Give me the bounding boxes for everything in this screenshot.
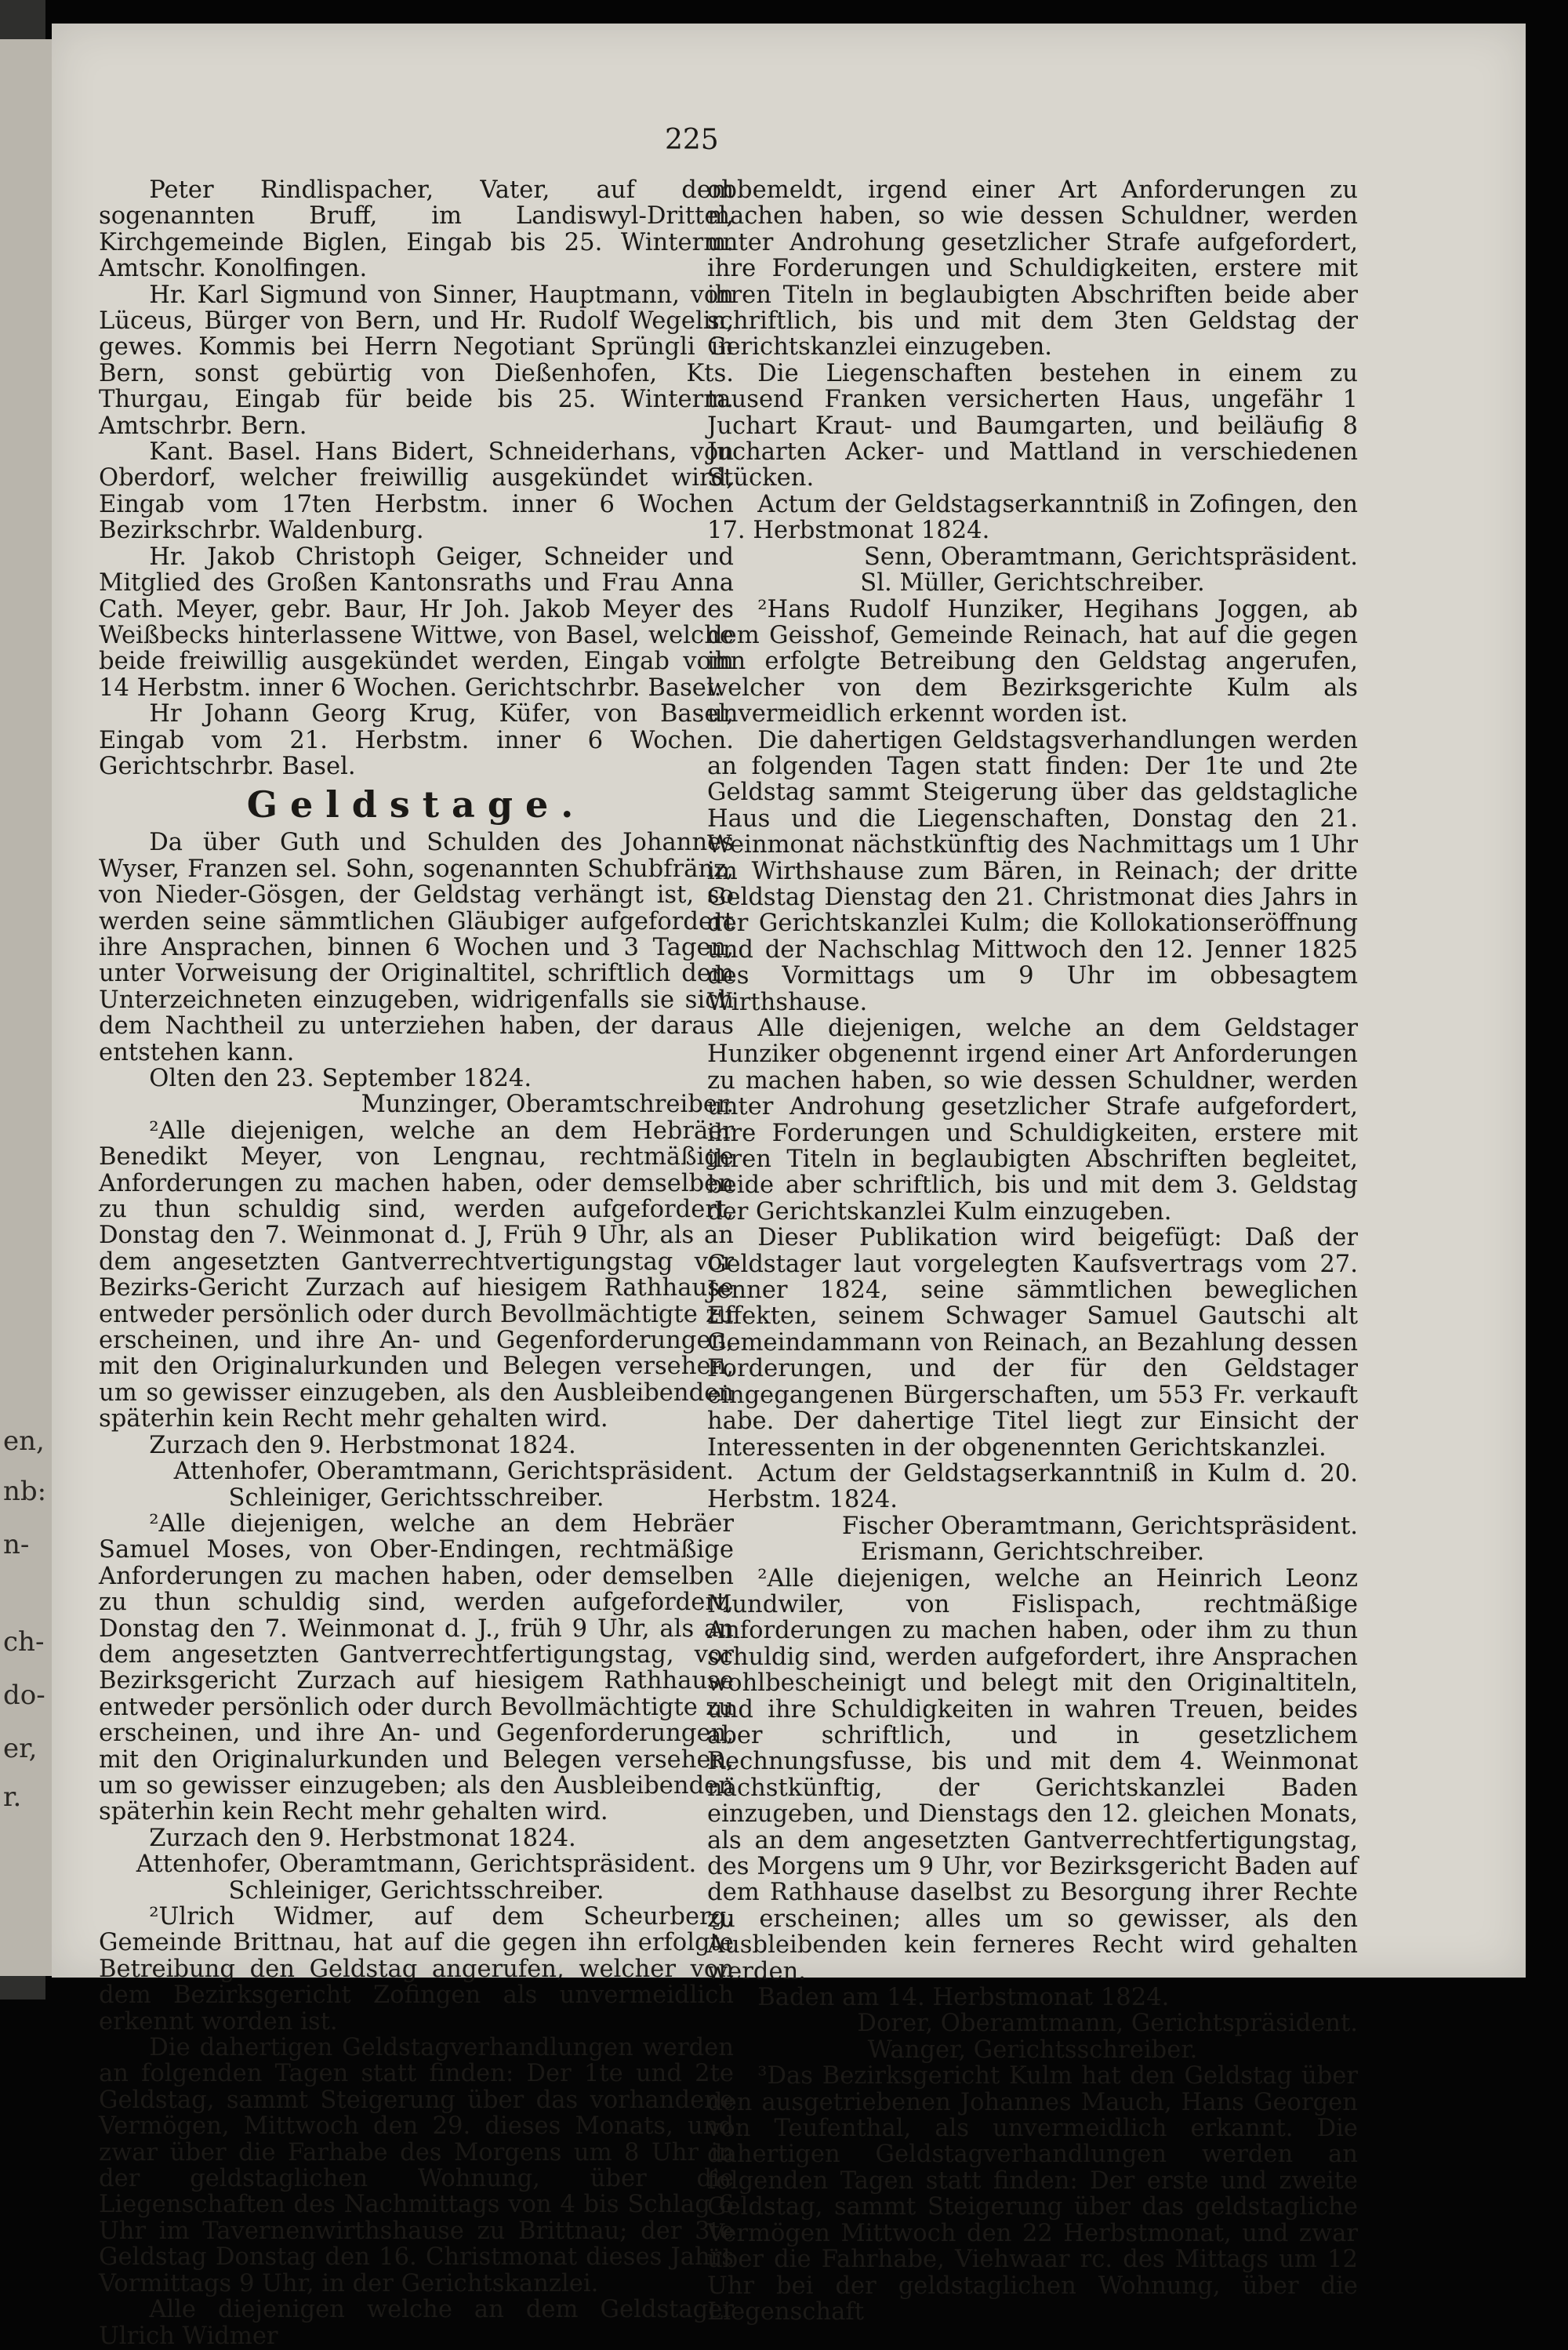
notice-signature: Wanger, Gerichtsschreiber. bbox=[867, 2036, 1198, 2064]
notice-paragraph: Alle diejenigen welche an dem Geldstager Ulrich Widmer bbox=[99, 2296, 734, 2350]
notice-paragraph: Kant. Basel. Hans Bidert, Schneiderhans, von Oberdorf, welcher freiwillig ausgekündet wird, Eingab vom 17ten Herbstm. inner 6 Wochen Bezirkschrbr. Waldenburg. bbox=[99, 438, 734, 545]
notice-signature: Fischer Oberamtmann, Gerichtspräsident. bbox=[841, 1512, 1358, 1540]
notice-date: Baden am 14. Herbstmonat 1824. bbox=[757, 1984, 1170, 2012]
notice-paragraph: Da über Guth und Schulden des Johannes Wyser, Franzen sel. Sohn, sogenannten Schubfränz, von Nieder-Gösgen, der Geldstag verhängt ist, so werden seine sämmtlichen Gläubiger aufgefordert ihre Ansprachen, binnen 6 Wochen und 3 Tagen, unter Vorweisung der Originaltitel, schriftlich dem Unterzeichneten einzugeben, widrigenfalls sie sich dem Nachtheil zu unterziehen haben, der daraus entstehen kann. bbox=[99, 829, 734, 1066]
notice-paragraph: ²Alle diejenigen, welche an dem Hebräer Benedikt Meyer, von Lengnau, rechtmäßige Anforderungen zu machen haben, oder demselben zu thun schuldig sind, werden aufgefordert, Donstag den 7. Weinmonat d. J, Früh 9 Uhr, als an dem angesetzten Gantverrechtvertigungstag vor Bezirks-Gericht Zurzach auf hiesigem Rathhause entweder persönlich oder durch Bevollmächtigte zu erscheinen, und ihre An- und Gegenforderungen, mit den Originalurkunden und Belegen versehen, um so gewisser einzugeben, als den Ausbleibenden späterhin kein Recht mehr gehalten wird. bbox=[99, 1117, 734, 1433]
notice-date: Zurzach den 9. Herbstmonat 1824. bbox=[149, 1824, 576, 1852]
margin-fragment: do- bbox=[3, 1680, 45, 1711]
notice-signature: Senn, Oberamtmann, Gerichtspräsident. bbox=[863, 543, 1358, 571]
margin-fragment: nb: bbox=[3, 1476, 47, 1507]
notice-signature: Munzinger, Oberamtschreiber. bbox=[361, 1091, 734, 1119]
notice-signature: Erismann, Gerichtschreiber. bbox=[860, 1538, 1205, 1567]
notice-paragraph: Die Liegenschaften bestehen in einem zu tausend Franken versicherten Haus, ungefähr 1 Juchart Kraut- und Baumgarten, und beiläufig 8 Jucharten Acker- und Mattland in verschiedenen Stücken. bbox=[707, 359, 1358, 492]
notice-paragraph: Die dahertigen Geldstagverhandlungen werden an folgenden Tagen statt finden: Der 1te und 2te Geldstag, sammt Steigerung über das vorhandene Vermögen, Mittwoch den 29. dieses Monats, und zwar über die Farhabe des Morgens um 8 Uhr in der geldstaglichen Wohnung, über die Liegenschaften des Nachmittags von 4 bis Schlag 6 Uhr im Tavernenwirthshause zu Brittnau; der 3te Geldstag Donstag den 16. Christmonat dieses Jahrs Vormittags 9 Uhr, in der Gerichtskanzlei. bbox=[99, 2034, 734, 2297]
notice-signature: Schleiniger, Gerichtsschreiber. bbox=[228, 1484, 604, 1512]
notice-date: Zurzach den 9. Herbstmonat 1824. bbox=[149, 1431, 576, 1459]
section-heading: Geldstage. bbox=[246, 783, 586, 826]
notice-signature: Dorer, Oberamtmann, Gerichtspräsident. bbox=[857, 2010, 1358, 2038]
notice-paragraph: ²Alle diejenigen, welche an Heinrich Leonz Mundwiler, von Fislispach, rechtmäßige Anforderungen zu machen haben, oder ihm zu thun schuldig sind, werden aufgefordert, ihre Ansprachen wohlbescheinigt und belegt mit den Originaltiteln, und ihre Schuldigkeiten in wahren Treuen, beides aber schriftlich, und in gesetzlichem Rechnungsfusse, bis und mit dem 4. Weinmonat nächstkünftig, der Gerichtskanzlei Baden einzugeben, und Dienstags den 12. gleichen Monats, als an dem angesetzten Gantverrechtfertigungstag, des Morgens um 9 Uhr, vor Bezirksgericht Baden auf dem Rathhause daselbst zu Besorgung ihrer Rechte zu erscheinen; alles um so gewisser, als den Ausbleibenden kein ferneres Recht wird gehalten werden. bbox=[707, 1564, 1358, 1985]
notice-paragraph: Hr Johann Georg Krug, Küfer, von Basel, Eingab vom 21. Herbstm. inner 6 Wochen. Gerichtschrbr. Basel. bbox=[99, 700, 734, 780]
notice-paragraph: obbemeldt, irgend einer Art Anforderungen zu machen haben, so wie dessen Schuldner, werden unter Androhung gesetzlicher Strafe aufgefordert, ihre Forderungen und Schuldigkeiten, erstere mit ihren Titeln in beglaubigten Abschriften beide aber schriftlich, bis und mit dem 3ten Geldstag der Gerichtskanzlei einzugeben. bbox=[707, 176, 1358, 361]
notice-paragraph: ²Ulrich Widmer, auf dem Scheurberg, Gemeinde Brittnau, hat auf die gegen ihn erfolgte Betreibung den Geldstag angerufen, welcher von dem Bezirksgericht Zofingen als unvermeidlich erkennt worden ist. bbox=[99, 1903, 734, 2036]
right-column bbox=[707, 177, 1358, 2325]
adjacent-page-edge bbox=[0, 39, 54, 1976]
notice-paragraph: Peter Rindlispacher, Vater, auf dem sogenannten Bruff, im Landiswyl-Drittel, Kirchgemeinde Biglen, Eingab bis 25. Winterm. Amtschr. Konolfingen. bbox=[99, 176, 734, 283]
notice-date: Olten den 23. September 1824. bbox=[149, 1065, 532, 1092]
page-number: 225 bbox=[665, 124, 719, 156]
notice-signature: Attenhofer, Oberamtmann, Gerichtspräsident. bbox=[173, 1458, 734, 1486]
margin-fragment: en, bbox=[3, 1426, 45, 1457]
notice-paragraph: Hr. Jakob Christoph Geiger, Schneider und Mitglied des Großen Kantonsraths und Frau Anna Cath. Meyer, gebr. Baur, Hr Joh. Jakob Meyer des Weißbecks hinterlassene Wittwe, von Basel, welche beide freiwillig ausgekündet werden, Eingab vom 14 Herbstm. inner 6 Wochen. Gerichtschrbr. Basel. bbox=[99, 543, 734, 702]
notice-signature: Sl. Müller, Gerichtschreiber. bbox=[860, 569, 1205, 597]
notice-paragraph: Die dahertigen Geldstagsverhandlungen werden an folgenden Tagen statt finden: Der 1te und 2te Geldstag sammt Steigerung über das geldstagliche Haus und die Liegenschaften, Donstag den 21. Weinmonat nächstkünftig des Nachmittags um 1 Uhr im Wirthshause zum Bären, in Reinach; der dritte Geldstag Dienstag den 21. Christmonat dies Jahrs in der Gerichtskanzlei Kulm; die Kollokationseröffnung und der Nachschlag Mittwoch den 12. Jenner 1825 des Vormittags um 9 Uhr im obbesagtem Wirthshause. bbox=[707, 726, 1358, 1016]
margin-fragment: ch- bbox=[3, 1626, 45, 1658]
notice-paragraph: ²Alle diejenigen, welche an dem Hebräer Samuel Moses, von Ober-Endingen, rechtmäßige Anforderungen zu machen haben, oder demselben zu thun schuldig sind, werden aufgefordert, Donstag den 7. Weinmonat d. J., früh 9 Uhr, als an dem angesetzten Gantverrechtfertigungstag, vor Bezirksgericht Zurzach auf hiesigem Rathhause entweder persönlich oder durch Bevollmächtigte zu erscheinen, und ihre An- und Gegenforderungen, mit den Originalurkunden und Belegen versehen, um so gewisser einzugeben; als den Ausbleibenden späterhin kein Recht mehr gehalten wird. bbox=[99, 1509, 734, 1826]
notice-paragraph: Actum der Geldstagserkanntniß in Kulm d. 20. Herbstm. 1824. bbox=[707, 1459, 1358, 1514]
notice-paragraph: Dieser Publikation wird beigefügt: Daß der Geldstager laut vorgelegten Kaufsvertrags vom 27. Jenner 1824, seine sämmtlichen beweglichen Effekten, seinem Schwager Samuel Gautschi alt Gemeindammann von Reinach, an Bezahlung dessen Forderungen, und der für den Geldstager eingegangenen Bürgerschaften, um 553 Fr. verkauft habe. Der dahertige Titel liegt zur Einsicht der Interessenten in der obgenennten Gerichtskanzlei. bbox=[707, 1224, 1358, 1462]
notice-paragraph: ³Das Bezirksgericht Kulm hat den Geldstag über den ausgetriebenen Johannes Mauch, Hans Georgen von Teufenthal, als unvermeidlich erkannt. Die dahertigen Geldstagverhandlungen werden an folgenden Tagen statt finden: Der erste und zweite Geldstag, sammt Steigerung über das geldstagliche Vermögen Mittwoch den 22 Herbstmonat, und zwar über die Fahrhabe, Viehwaar rc. des Mittags um 12 Uhr bei der geldstaglichen Wohnung, über die Liegenschaft bbox=[707, 2062, 1358, 2326]
notice-paragraph: Alle diejenigen, welche an dem Geldstager Hunziker obgenennt irgend einer Art Anforderungen zu machen haben, so wie dessen Schuldner, werden unter Androhung gesetzlicher Strafe aufgefordert, ihre Forderungen und Schuldigkeiten, erstere mit ihren Titeln in beglaubigten Abschriften begleitet, beide aber schriftlich, bis und mit dem 3. Geldstag der Gerichtskanzlei Kulm einzugeben. bbox=[707, 1015, 1358, 1226]
notice-signature: Attenhofer, Oberamtmann, Gerichtspräsident. bbox=[136, 1851, 697, 1879]
margin-fragment: er, bbox=[3, 1733, 38, 1764]
margin-fragment: n- bbox=[3, 1529, 30, 1560]
notice-signature: Schleiniger, Gerichtsschreiber. bbox=[228, 1876, 604, 1905]
notice-paragraph: Actum der Geldstagserkanntniß in Zofingen, den 17. Herbstmonat 1824. bbox=[707, 490, 1358, 545]
notice-paragraph: Hr. Karl Sigmund von Sinner, Hauptmann, von Lüceus, Bürger von Bern, und Hr. Rudolf Wegelin, gewes. Kommis bei Herrn Negotiant Sprüngli in Bern, sonst gebürtig von Dießenhofen, Kts. Thurgau, Eingab für beide bis 25. Winterm. Amtschrbr. Bern. bbox=[99, 281, 734, 440]
notice-paragraph: ²Hans Rudolf Hunziker, Hegihans Joggen, ab dem Geisshof, Gemeinde Reinach, hat auf die gegen ihn erfolgte Betreibung den Geldstag angerufen, welcher von dem Bezirksgerichte Kulm als unvermeidlich erkennt worden ist. bbox=[707, 595, 1358, 728]
margin-fragment: r. bbox=[3, 1782, 22, 1813]
left-column bbox=[99, 177, 734, 2349]
